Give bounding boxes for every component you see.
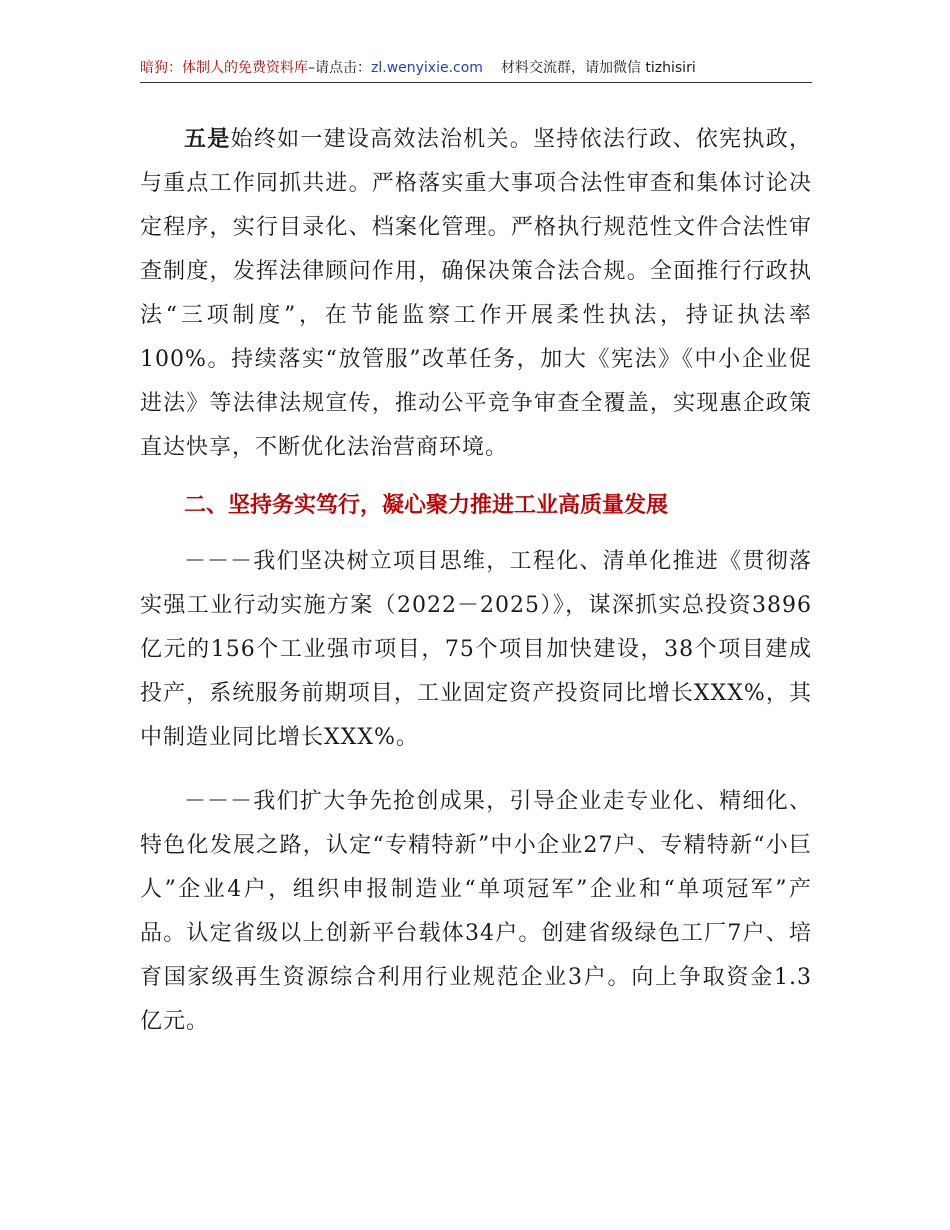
paragraph-rule-of-law	[140, 118, 812, 470]
document-body	[140, 118, 812, 1044]
paragraph-lead: 五是	[184, 127, 231, 152]
header-prompt: –请点击：	[308, 60, 371, 76]
paragraph-text: 始终如一建设高效法治机关。坚持依法行政、依宪执政，与重点工作同抓共进。严格落实重大事项合法性审查和集体讨论决定程序，实行目录化、档案化管理。严格执行规范性文件合法性审查制度，发挥法律顾问作用，确保决策合法合规。全面推行行政执法“三项制度”，在节能监察工作开展柔性执法，持证执法率100%。持续落实“放管服”改革任务，加大《宪法》《中小企业促进法》等法律法规宣传，推动公平竞争审查全覆盖，实现惠企政策直达快享，不断优化法治营商环境。	[140, 127, 812, 460]
page-header	[140, 58, 812, 83]
header-brand: 暗狗：体制人的免费资料库	[140, 60, 308, 76]
paragraph-projects: －－－我们坚决树立项目思维，工程化、清单化推进《贯彻落实强工业行动实施方案（2022－2025）》，谋深抓实总投资3896亿元的156个工业强市项目，75个项目加快建设，38个项目建成投产，系统服务前期项目，工业固定资产投资同比增长XXX%，其中制造业同比增长XXX%。	[140, 549, 812, 750]
paragraph-gap	[140, 760, 812, 780]
header-link[interactable]: zl.wenyixie.com	[371, 60, 483, 76]
paragraph-enterprises: －－－我们扩大争先抢创成果，引导企业走专业化、精细化、特色化发展之路，认定“专精特新”中小企业27户、专精特新“小巨人”企业4户，组织申报制造业“单项冠军”企业和“单项冠军”产品。认定省级以上创新平台载体34户。创建省级绿色工厂7户、培育国家级再生资源综合利用行业规范企业3户。向上争取资金1.3亿元。	[140, 789, 812, 1034]
header-contact: 材料交流群，请加微信 tizhisiri	[500, 60, 696, 76]
section-heading: 二、坚持务实笃行，凝心聚力推进工业高质量发展	[184, 493, 669, 518]
